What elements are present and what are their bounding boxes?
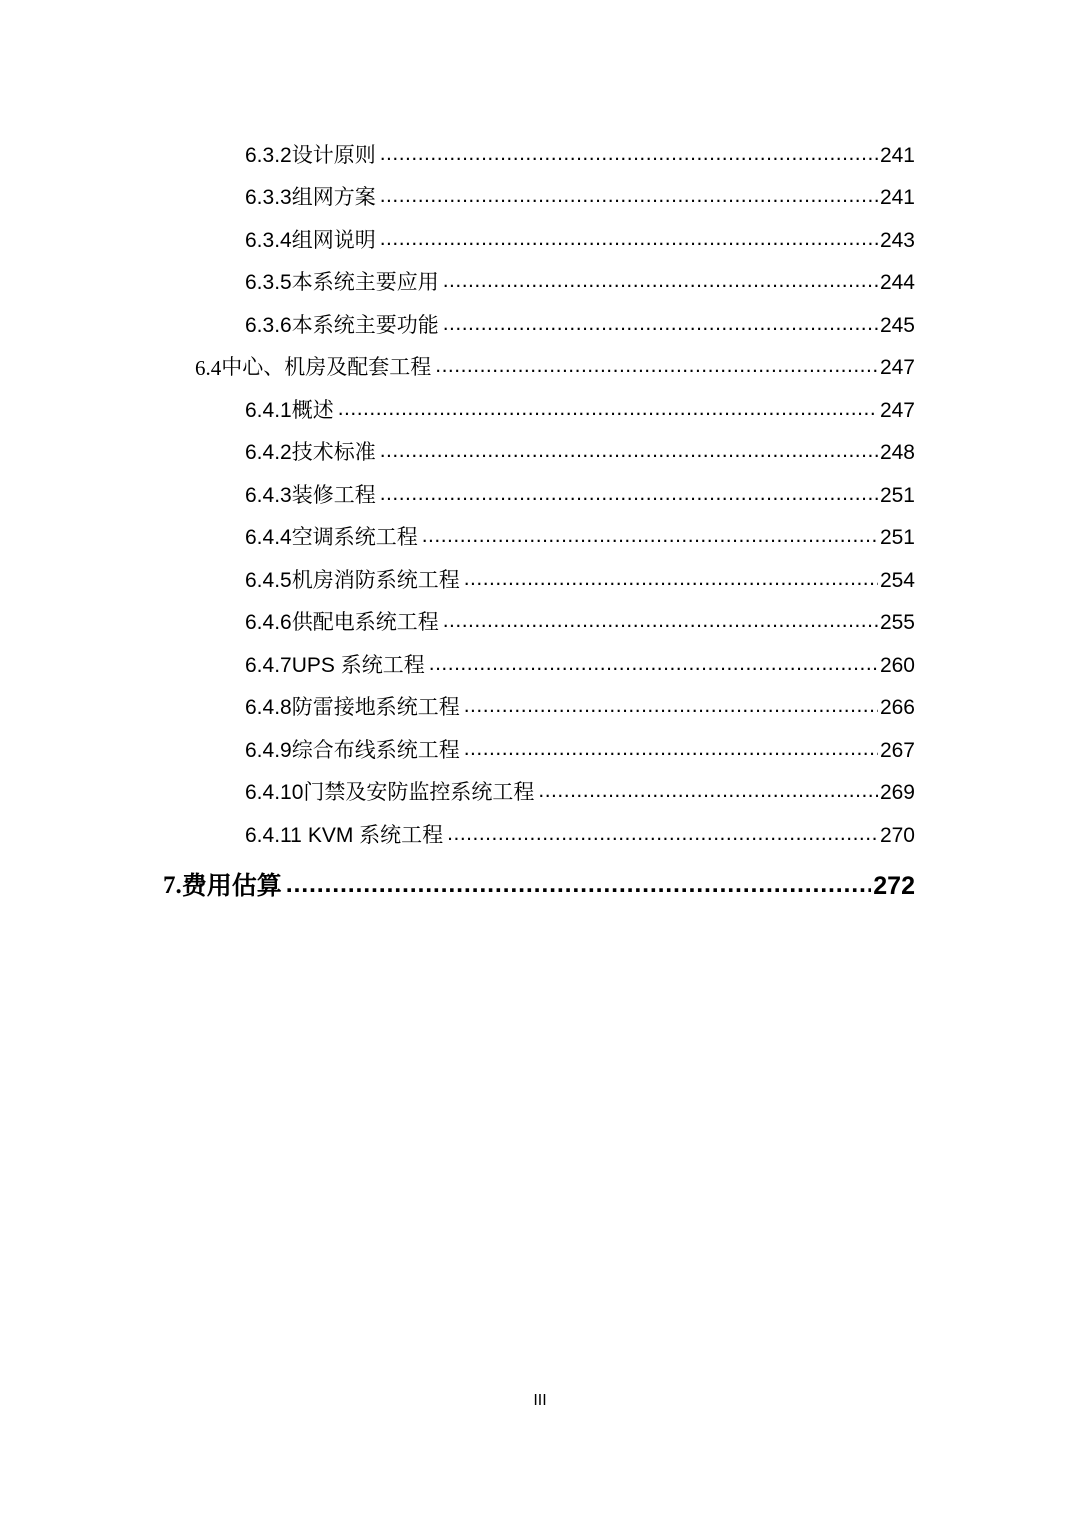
toc-entry-6-4-7[interactable] bbox=[0, 646, 915, 680]
dot-leader bbox=[380, 441, 878, 467]
toc-entry-page: 247 bbox=[879, 399, 915, 422]
toc-entry-6-4-10[interactable] bbox=[0, 773, 915, 807]
toc-entry-title: 设计原则 bbox=[291, 144, 376, 167]
toc-entry-title: 费用估算 bbox=[181, 872, 282, 900]
toc-entry-title: KVM 系统工程 bbox=[307, 824, 444, 847]
toc-entry-number: 6.3.5 bbox=[245, 271, 292, 294]
toc-entry-number: 6.4.6 bbox=[245, 611, 292, 634]
toc-entry-title: UPS 系统工程 bbox=[291, 654, 425, 677]
toc-entry-title: 机房消防系统工程 bbox=[291, 569, 460, 592]
toc-entry-6-4-1[interactable] bbox=[0, 391, 915, 425]
dot-leader bbox=[464, 739, 878, 765]
toc-entry-page: 243 bbox=[879, 229, 915, 252]
dot-leader bbox=[443, 611, 878, 637]
toc-entry-number: 6.3.2 bbox=[245, 144, 292, 167]
toc-entry-number: 6.3.6 bbox=[245, 314, 292, 337]
toc-entry-7[interactable] bbox=[0, 860, 915, 900]
toc-entry-6-4-8[interactable] bbox=[0, 688, 915, 722]
dot-leader bbox=[429, 654, 878, 680]
toc-entry-6-4-2[interactable] bbox=[0, 433, 915, 467]
dot-leader bbox=[443, 271, 878, 297]
toc-entry-number: 6.4.8 bbox=[245, 696, 292, 719]
dot-leader bbox=[286, 874, 872, 900]
toc-entry-title: 本系统主要功能 bbox=[291, 314, 439, 337]
toc-entry-number: 6.4 bbox=[195, 356, 222, 380]
dot-leader bbox=[380, 186, 878, 212]
toc-entry-title: 中心、机房及配套工程 bbox=[221, 356, 432, 379]
toc-entry-6-4[interactable] bbox=[0, 348, 915, 382]
toc-entry-page: 269 bbox=[879, 781, 915, 804]
dot-leader bbox=[380, 484, 878, 510]
toc-entry-number: 6.4.9 bbox=[245, 739, 292, 762]
toc-entry-title: 空调系统工程 bbox=[291, 526, 418, 549]
toc-entry-6-4-4[interactable] bbox=[0, 518, 915, 552]
toc-entry-page: 248 bbox=[879, 441, 915, 464]
toc-entry-number: 6.3.3 bbox=[245, 186, 292, 209]
toc-entry-page: 241 bbox=[879, 144, 915, 167]
toc-entry-page: 245 bbox=[879, 314, 915, 337]
toc-entry-title: 装修工程 bbox=[291, 484, 376, 507]
toc-entry-6-4-9[interactable] bbox=[0, 731, 915, 765]
toc-entry-title: 技术标准 bbox=[291, 441, 376, 464]
toc-entry-page: 251 bbox=[879, 484, 915, 507]
toc-entry-title: 综合布线系统工程 bbox=[291, 739, 460, 762]
dot-leader bbox=[435, 356, 878, 382]
toc-entry-title: 防雷接地系统工程 bbox=[291, 696, 460, 719]
toc-entry-6-4-5[interactable] bbox=[0, 561, 915, 595]
toc-entry-number: 6.4.4 bbox=[245, 526, 292, 549]
toc-entry-6-3-2[interactable] bbox=[0, 136, 915, 170]
toc-entry-6-3-5[interactable] bbox=[0, 263, 915, 297]
toc-entry-6-4-3[interactable] bbox=[0, 476, 915, 510]
toc-entry-6-3-6[interactable] bbox=[0, 306, 915, 340]
toc-entry-page: 241 bbox=[879, 186, 915, 209]
toc-entry-6-4-11[interactable] bbox=[0, 816, 915, 850]
toc-entry-6-3-3[interactable] bbox=[0, 178, 915, 212]
toc-entry-page: 270 bbox=[879, 824, 915, 847]
toc-entry-number: 6.4.3 bbox=[245, 484, 292, 507]
toc-entry-title: 概述 bbox=[291, 399, 334, 422]
toc-entry-number: 6.4.7 bbox=[245, 654, 292, 677]
toc-entry-title: 组网方案 bbox=[291, 186, 376, 209]
toc-entry-page: 266 bbox=[879, 696, 915, 719]
toc-entry-page: 244 bbox=[879, 271, 915, 294]
toc-entry-number: 6.4.11 bbox=[245, 824, 302, 847]
dot-leader bbox=[380, 229, 878, 255]
toc-entry-number: 6.4.1 bbox=[245, 399, 292, 422]
toc-entry-page: 251 bbox=[879, 526, 915, 549]
toc-entry-page: 267 bbox=[879, 739, 915, 762]
toc-entry-6-3-4[interactable] bbox=[0, 221, 915, 255]
dot-leader bbox=[538, 781, 878, 807]
toc-entry-page: 272 bbox=[873, 872, 915, 900]
dot-leader bbox=[338, 399, 878, 425]
dot-leader bbox=[464, 696, 878, 722]
toc-entry-title: 本系统主要应用 bbox=[291, 271, 439, 294]
toc-entry-page: 247 bbox=[879, 356, 915, 379]
toc-entry-title: 门禁及安防监控系统工程 bbox=[303, 781, 535, 804]
toc-entry-number: 6.3.4 bbox=[245, 229, 292, 252]
dot-leader bbox=[422, 526, 878, 552]
dot-leader bbox=[443, 314, 878, 340]
toc-entry-page: 254 bbox=[879, 569, 915, 592]
dot-leader bbox=[447, 824, 878, 850]
toc-entry-title: 组网说明 bbox=[291, 229, 376, 252]
dot-leader bbox=[464, 569, 878, 595]
toc-entry-number: 6.4.2 bbox=[245, 441, 292, 464]
toc-entry-page: 260 bbox=[879, 654, 915, 677]
toc-entry-page: 255 bbox=[879, 611, 915, 634]
dot-leader bbox=[380, 144, 878, 170]
toc-entry-number: 6.4.10 bbox=[245, 781, 304, 804]
toc-entry-number: 7. bbox=[163, 872, 182, 899]
toc-entry-title: 供配电系统工程 bbox=[291, 611, 439, 634]
page-number-footer: III bbox=[533, 1392, 547, 1409]
toc-entry-6-4-6[interactable] bbox=[0, 603, 915, 637]
toc-entry-number: 6.4.5 bbox=[245, 569, 292, 592]
